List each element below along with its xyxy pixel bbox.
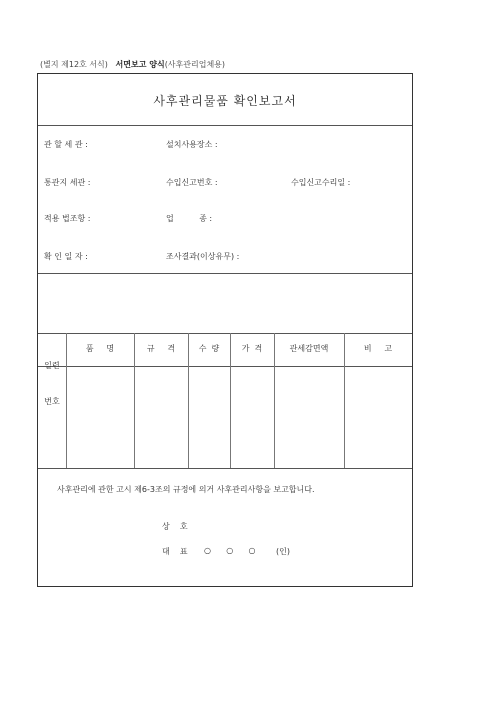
col-header-price: 가 격 xyxy=(241,344,263,353)
signature-seal: (인) xyxy=(276,547,290,556)
field-confirm-date: 확 인 일 자 : xyxy=(44,252,88,261)
divider-table-top xyxy=(38,333,412,334)
field-customs-office: 통관지 세관 : xyxy=(44,178,91,187)
divider-table-header xyxy=(38,366,412,367)
report-form xyxy=(37,73,413,587)
divider-title xyxy=(38,125,412,126)
form-number: (별지 제12호 서식) xyxy=(40,60,108,69)
document-title: 사후관리물품 확인보고서 xyxy=(153,94,297,108)
form-header xyxy=(40,59,225,70)
report-statement: 사후관리에 관한 고시 제6-3조의 규정에 의거 사후관리사항을 보고합니다. xyxy=(57,485,315,494)
col-header-serial-no xyxy=(38,336,66,432)
field-import-accept-date: 수입신고수리일 : xyxy=(291,178,351,187)
form-type-sub: (사후관리업체용) xyxy=(164,60,226,69)
signature-representative-label: 대 표 xyxy=(162,547,188,556)
signature-company-label: 상 호 xyxy=(162,522,188,531)
field-import-report-no: 수입신고번호 : xyxy=(166,178,218,187)
field-install-place: 설치사용장소 : xyxy=(166,140,218,149)
field-applied-law: 적용 법조항 : xyxy=(44,214,91,223)
col-header-remarks: 비 고 xyxy=(363,344,393,353)
col-header-serial-line1: 일련 xyxy=(44,361,60,370)
field-business-type: 업 종 : xyxy=(166,214,213,223)
col-header-item-name: 품 명 xyxy=(85,344,115,353)
divider-table-bottom xyxy=(38,468,412,469)
field-survey-result: 조사결과(이상유무) : xyxy=(166,252,240,261)
col-header-tariff-reduction: 관세감면액 xyxy=(289,344,329,353)
col-header-serial-line2: 번호 xyxy=(44,397,60,406)
col-header-spec: 규 격 xyxy=(146,344,176,353)
field-jurisdiction-office: 관 할 세 관 : xyxy=(44,140,88,149)
col-header-quantity: 수 량 xyxy=(198,344,220,353)
form-type: 서면보고 양식 xyxy=(115,60,165,69)
signature-name-circles: ○ ○ ○ xyxy=(204,546,256,555)
divider-fields xyxy=(38,273,412,274)
